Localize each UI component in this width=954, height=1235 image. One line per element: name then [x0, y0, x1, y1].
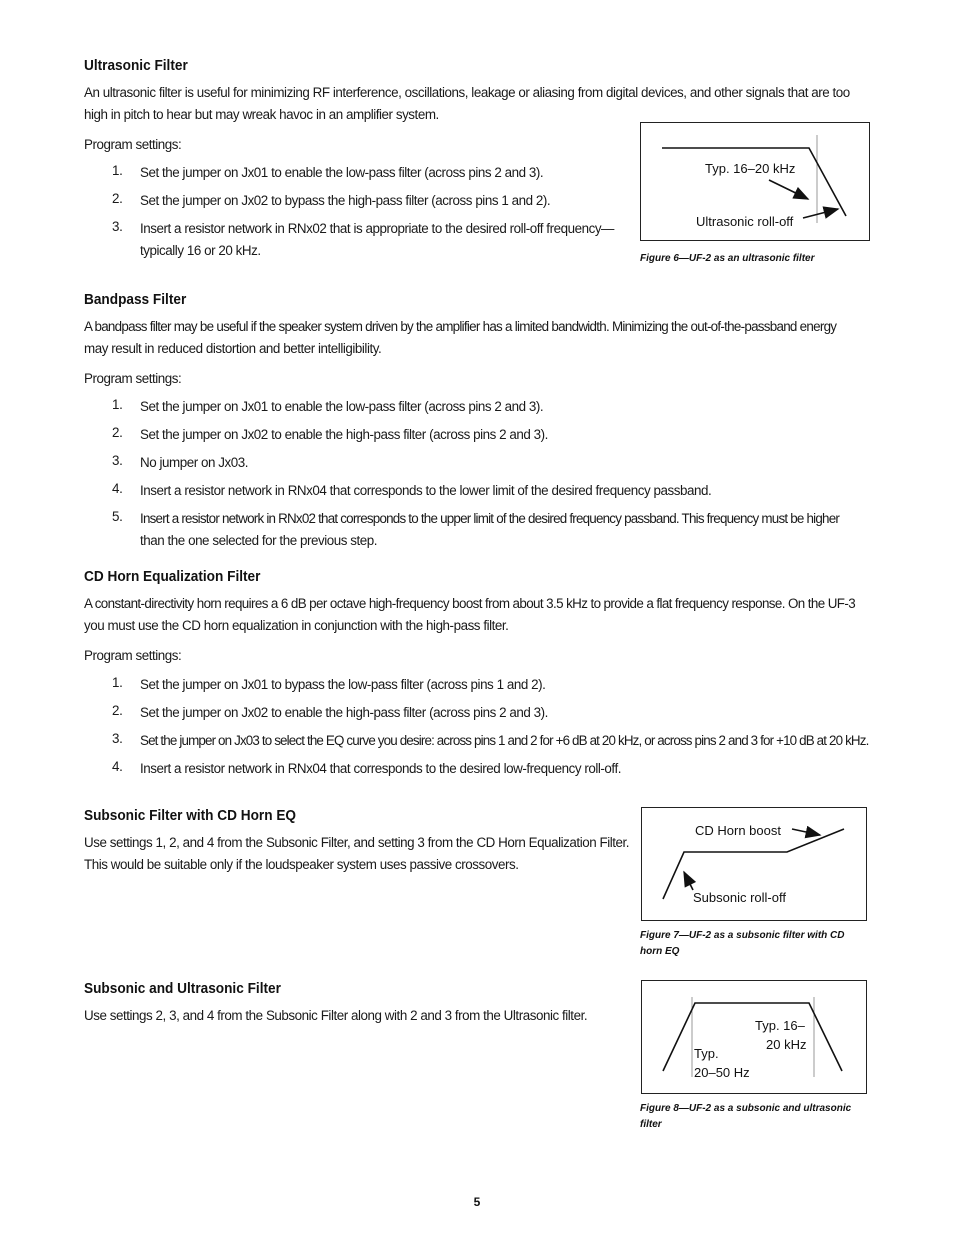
fig8-high-label-line2: 20 kHz	[766, 1037, 807, 1052]
sub-ultra-para-line1: Use settings 2, 3, and 4 from the Subsonic Filter along with 2 and 3 from the Ultrasonic filter.	[84, 1008, 588, 1023]
figure-7-diagram	[641, 807, 867, 921]
cdhorn-para-line2: you must use the CD horn equalization in conjunction with the high-pass filter.	[84, 618, 509, 633]
list-number: 5.	[112, 509, 123, 524]
figure-8-caption-line1: Figure 8—UF-2 as a subsonic and ultrasonic	[640, 1103, 852, 1114]
fig7-rolloff-label: Subsonic roll-off	[693, 890, 786, 905]
list-number: 2.	[112, 425, 123, 440]
fig8-high-label-line1: Typ. 16–	[755, 1018, 805, 1033]
fig8-low-label-line2: 20–50 Hz	[694, 1065, 750, 1080]
list-number: 3.	[112, 219, 123, 234]
list-item: Set the jumper on Jx02 to enable the high-pass filter (across pins 2 and 3).	[140, 427, 548, 442]
typ-arrow	[769, 180, 808, 199]
rolloff-arrow	[803, 209, 838, 218]
bandpass-program-label: Program settings:	[84, 371, 182, 386]
list-item: Set the jumper on Jx01 to enable the low-pass filter (across pins 2 and 3).	[140, 165, 544, 180]
fig7-boost-label: CD Horn boost	[695, 823, 781, 838]
fig6-rolloff-label: Ultrasonic roll-off	[696, 214, 794, 229]
list-number: 2.	[112, 191, 123, 206]
subsonic-cd-heading: Subsonic Filter with CD Horn EQ	[84, 808, 297, 824]
list-number: 4.	[112, 759, 123, 774]
subsonic-cd-para-line2: This would be suitable only if the loudspeaker system uses passive crossovers.	[84, 857, 519, 872]
response-curve	[663, 1003, 842, 1071]
list-number: 4.	[112, 481, 123, 496]
list-item-continued: than the one selected for the previous step.	[140, 533, 378, 548]
page-number: 5	[473, 1195, 481, 1209]
subsonic-cd-para-line1: Use settings 1, 2, and 4 from the Subsonic Filter, and setting 3 from the CD Horn Equalization Filter.	[84, 835, 630, 850]
figure-8-caption-line2: filter	[640, 1119, 662, 1130]
list-item: Set the jumper on Jx01 to bypass the low-pass filter (across pins 1 and 2).	[140, 677, 546, 692]
cdhorn-para-line1: A constant-directivity horn requires a 6 dB per octave high-frequency boost from about 3.5 kHz to provide a flat frequency response. On the UF-3	[84, 596, 856, 611]
rolloff-arrow	[684, 872, 693, 890]
list-item: Insert a resistor network in RNx04 that corresponds to the lower limit of the desired frequency passband.	[140, 483, 712, 498]
fig6-typ-label: Typ. 16–20 kHz	[705, 161, 796, 176]
figure-6-caption: Figure 6—UF-2 as an ultrasonic filter	[640, 253, 815, 264]
bandpass-heading: Bandpass Filter	[84, 292, 187, 308]
ultrasonic-program-label: Program settings:	[84, 137, 182, 152]
ultrasonic-heading: Ultrasonic Filter	[84, 58, 188, 74]
figure-7-caption-line2: horn EQ	[640, 946, 680, 957]
list-item: Insert a resistor network in RNx02 that corresponds to the upper limit of the desired frequency passband. This frequency must be higher	[140, 511, 840, 526]
list-item: Insert a resistor network in RNx04 that corresponds to the desired low-frequency roll-off.	[140, 761, 621, 776]
list-number: 3.	[112, 731, 123, 746]
fig8-low-label-line1: Typ.	[694, 1046, 719, 1061]
list-item: No jumper on Jx03.	[140, 455, 249, 470]
list-item: Set the jumper on Jx02 to enable the high-pass filter (across pins 2 and 3).	[140, 705, 548, 720]
figure-7-caption-line1: Figure 7—UF-2 as a subsonic filter with CD	[640, 930, 845, 941]
list-number: 2.	[112, 703, 123, 718]
ultrasonic-para-line2: high in pitch to hear but may wreak havoc in an amplifier system.	[84, 107, 439, 122]
list-number: 1.	[112, 675, 123, 690]
list-item: Set the jumper on Jx01 to enable the low-pass filter (across pins 2 and 3).	[140, 399, 544, 414]
boost-arrow	[792, 829, 820, 835]
list-number: 3.	[112, 453, 123, 468]
figure-8-curve	[642, 981, 868, 1095]
bandpass-para-line2: may result in reduced distortion and better intelligibility.	[84, 341, 382, 356]
bandpass-para-line1: A bandpass filter may be useful if the speaker system driven by the amplifier has a limited bandwidth. Minimizing the out-of-the-passband energy	[84, 319, 837, 334]
list-item: Set the jumper on Jx02 to bypass the high-pass filter (across pins 1 and 2).	[140, 193, 551, 208]
cdhorn-program-label: Program settings:	[84, 648, 182, 663]
ultrasonic-para-line1: An ultrasonic filter is useful for minimizing RF interference, oscillations, leakage or aliasing from digital devices, and other signals that are too	[84, 85, 850, 100]
list-number: 1.	[112, 163, 123, 178]
list-item: Insert a resistor network in RNx02 that is appropriate to the desired roll-off frequency—	[140, 221, 614, 236]
list-item: Set the jumper on Jx03 to select the EQ curve you desire: across pins 1 and 2 for +6 dB at 20 kHz, or across pins 2 and 3 for +10 dB at 20 kHz.	[140, 733, 869, 748]
figure-6-diagram	[640, 122, 870, 241]
cdhorn-heading: CD Horn Equalization Filter	[84, 569, 261, 585]
figure-8-diagram	[641, 980, 867, 1094]
list-number: 1.	[112, 397, 123, 412]
sub-ultra-heading: Subsonic and Ultrasonic Filter	[84, 981, 281, 997]
list-item-continued: typically 16 or 20 kHz.	[140, 243, 261, 258]
